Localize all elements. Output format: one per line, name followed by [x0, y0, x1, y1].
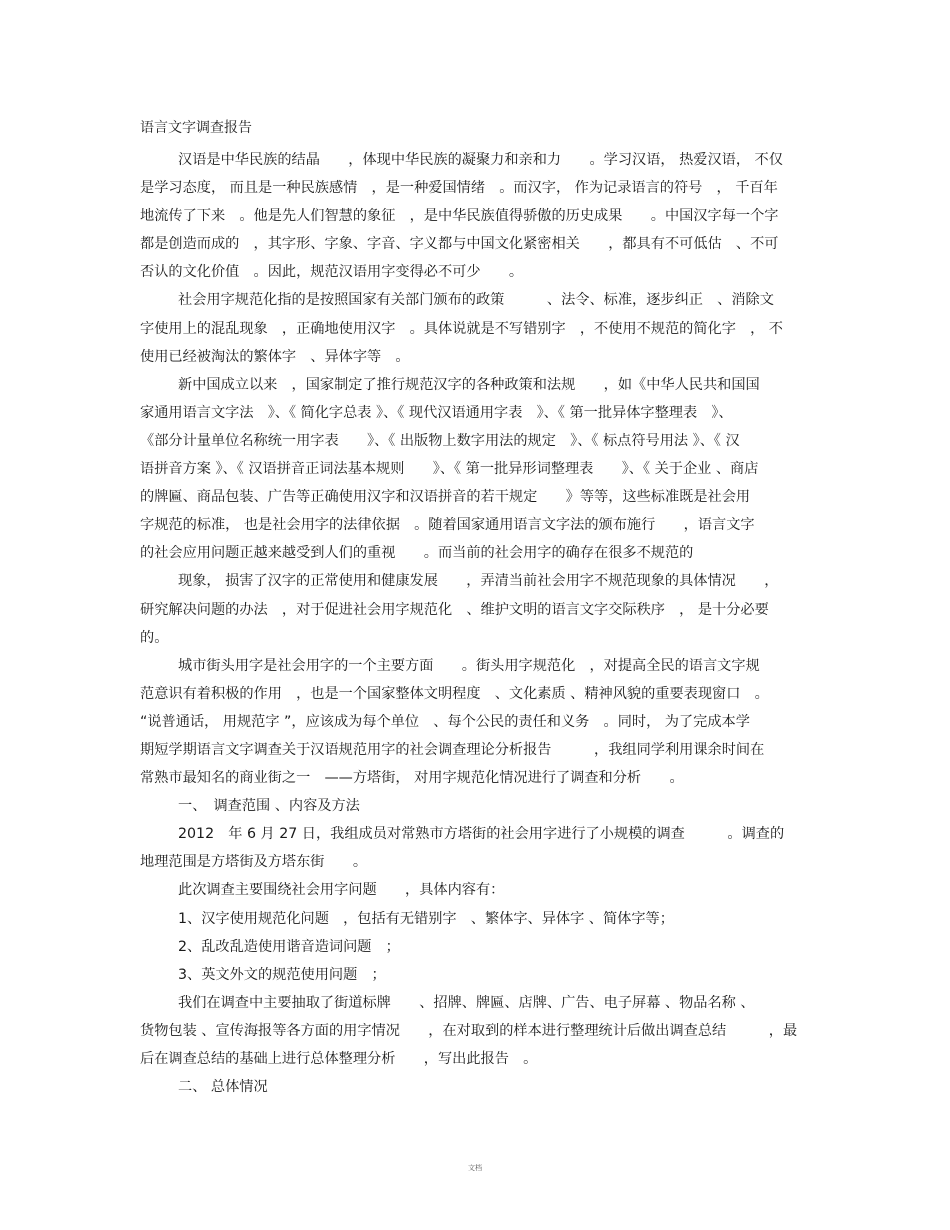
body-line: 此次调查主要围绕社会用字问题 ，具体内容有：	[178, 882, 505, 899]
body-line: 否认的文化价值 。因此，规范汉语用字变得必不可少 。	[140, 264, 524, 281]
body-line: 范意识有着积极的作用 ，也是一个国家整体文明程度 、文化素质 、精神风貌的重要表现窗口 。	[140, 685, 769, 702]
body-line: 1、汉字使用规范化问题 ，包括有无错别字 、繁体字、异体字 、简体字等；	[178, 910, 674, 927]
body-line: 字使用上的混乱现象 ，正确地使用汉字 。具体说就是不写错别字 ，不使用不规范的简化字 ， 不	[140, 320, 783, 337]
body-line: 研究解决问题的办法 ，对于促进社会用字规范化 、维护文明的语言文字交际秩序 ， 是十分必要	[140, 601, 769, 618]
body-line: 使用已经被淘汰的繁体字 、异体字等 。	[140, 348, 410, 365]
body-line: 是学习态度， 而且是一种民族感情 ，是一种爱国情绪 。而汉字， 作为记录语言的符号 ， 千百年	[140, 180, 778, 197]
body-line: 社会用字规范化指的是按照国家有关部门颁布的政策 、法令、标准，逐步纠正 、消除文	[178, 292, 774, 309]
body-line: 货物包装 、宣传海报等各方面的用字情况 ，在对取到的样本进行整理统计后做出调查总结 ，最	[140, 1022, 798, 1039]
body-line: 2012 年 6 月 27 日，我组成员对常熟市方塔街的社会用字进行了小规模的调查 。调查的	[178, 826, 785, 843]
body-line: 现象， 损害了汉字的正常使用和健康发展 ，弄清当前社会用字不规范现象的具体情况 ，	[178, 573, 779, 590]
body-line: 的。	[140, 629, 169, 646]
body-line: 地理范围是方塔街及方塔东街 。	[140, 854, 368, 871]
body-line: 汉语是中华民族的结晶 ，体现中华民族的凝聚力和亲和力 。学习汉语， 热爱汉语， 不仅	[178, 152, 783, 168]
body-line: 常熟市最知名的商业街之一 ——方塔街， 对用字规范化情况进行了调查和分析 。	[140, 770, 684, 787]
body-line: 后在调查总结的基础上进行总体整理分析 ，写出此报告 。	[140, 1051, 538, 1067]
document-title: 语言文字调查报告	[140, 120, 252, 136]
body-line: 一、 调查范围 、内容及方法	[178, 798, 360, 815]
body-line: 城市街头用字是社会用字的一个主要方面 。街头用字规范化 ，对提高全民的语言文字规	[178, 657, 760, 674]
body-line: 地流传了下来 。他是先人们智慧的象征 ，是中华民族值得骄傲的历史成果 。中国汉字每一个字	[140, 208, 779, 225]
body-line: 我们在调查中主要抽取了街道标牌 、招牌、牌匾、店牌、广告、电子屏幕 、物品名称 、	[178, 994, 755, 1011]
page-footer: 文档	[468, 1164, 482, 1172]
document-body	[140, 146, 810, 1101]
body-line: 的社会应用问题正越来越受到人们的重视 。而当前的社会用字的确存在很多不规范的	[140, 545, 694, 562]
body-line: 字规范的标准， 也是社会用字的法律依据 。随着国家通用语言文字法的颁布施行 ，语言文字	[140, 517, 755, 534]
body-line: 期短学期语言文字调查关于汉语规范用字的社会调查理论分析报告 ，我组同学利用课余时间在	[140, 741, 765, 758]
body-line: 二、 总体情况	[178, 1079, 268, 1096]
body-line: 都是创造而成的 ，其字形、字象、字音、字义都与中国文化紧密相关 ，都具有不可低估 、不可	[140, 236, 779, 253]
body-line: 语拼音方案 》、《 汉语拼音正词法基本规则 》、《 第一批异形词整理表 》、《 关于企业 、商店	[140, 461, 759, 478]
body-line: 新中国成立以来 ，国家制定了推行规范汉字的各种政策和法规 ，如《中华人民共和国国	[178, 376, 760, 393]
body-line: “说普通话， 用规范字 ”，应该成为每个单位 、每个公民的责任和义务 。同时， 为了完成本学	[140, 713, 750, 730]
body-line: 家通用语言文字法 》、《 简化字总表 》、《 现代汉语通用字表 》、《 第一批异体字整理表 》、	[140, 404, 733, 421]
body-line: 2、乱改乱造使用谐音造词问题 ；	[178, 938, 400, 955]
body-line: 3、英文外文的规范使用问题 ；	[178, 966, 386, 983]
body-line: 的牌匾、商品包装、广告等正确使用汉字和汉语拼音的若干规定 》等等，这些标准既是社会用	[140, 489, 751, 506]
body-line: 《部分计量单位名称统一用字表 》、《 出版物上数字用法的规定 》、《 标点符号用法 》、《 汉	[140, 432, 740, 449]
